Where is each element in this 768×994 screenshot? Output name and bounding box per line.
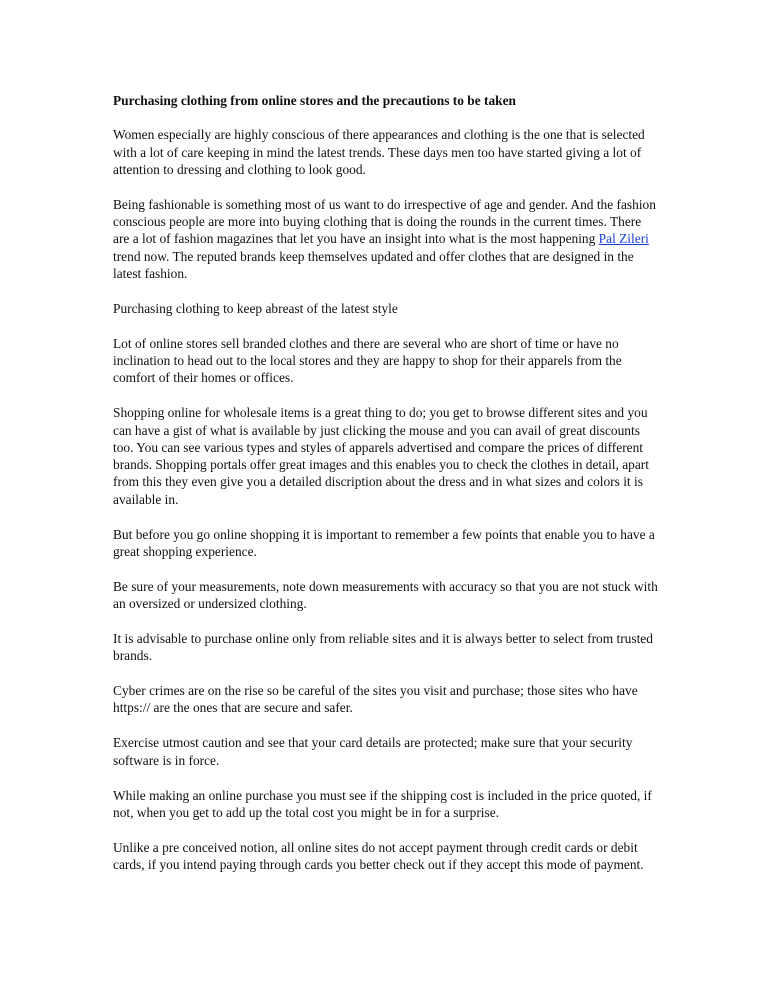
- paragraph-4: Shopping online for wholesale items is a great thing to do; you get to browse different sites and you can have a gist of what is available by just clicking the mouse and you can avail of great discounts too. You can see various types and styles of apparels advertised and compare the prices of different brands. Shopping portals offer great images and this enables you to check the clothes in detail, apart from this they even give you a detailed discription about the dress and in what sizes and colors it is available in.: [113, 405, 649, 507]
- paragraph-9: Exercise utmost caution and see that your card details are protected; make sure that your security software is in force.: [113, 735, 633, 768]
- paragraph-7: It is advisable to purchase online only from reliable sites and it is always better to select from trusted brands.: [113, 630, 653, 664]
- subheading: Purchasing clothing to keep abreast of the latest style: [113, 300, 398, 316]
- paragraph-10: While making an online purchase you must see if the shipping cost is included in the price quoted, if not, when you get to add up the total cost you might be in for a surprise.: [113, 787, 652, 820]
- paragraph-2-text-before: Being fashionable is something most of us want to do irrespective of age and gender. And the fashion conscious people are more into buying clothing that is doing the rounds in the current times. There are a lot of fashion magazines that let you have an insight into what is the most happening: [113, 196, 656, 247]
- paragraph-1: Women especially are highly conscious of there appearances and clothing is the one that is selected with a lot of care keeping in mind the latest trends. These days men too have started giving a lot of attention to dressing and clothing to look good.: [113, 127, 645, 177]
- paragraph-11: Unlike a pre conceived notion, all online sites do not accept payment through credit cards or debit cards, if you intend paying through cards you better check out if they accept this mode of payment.: [113, 839, 644, 873]
- document-title: Purchasing clothing from online stores and the precautions to be taken: [113, 93, 516, 108]
- paragraph-2-text-after: trend now. The reputed brands keep themselves updated and offer clothes that are designed in the latest fashion.: [113, 248, 634, 281]
- paragraph-2: [113, 196, 658, 282]
- pal-zileri-link[interactable]: Pal Zileri: [598, 231, 649, 247]
- paragraph-3: Lot of online stores sell branded clothes and there are several who are short of time or have no inclination to head out to the local stores and they are happy to shop for their apparels from the comfort of their homes or offices.: [113, 335, 622, 386]
- document-body: [113, 92, 658, 891]
- paragraph-5: But before you go online shopping it is important to remember a few points that enable you to have a great shopping experience.: [113, 526, 655, 559]
- paragraph-8: Cyber crimes are on the rise so be careful of the sites you visit and purchase; those sites who have https:// are the ones that are secure and safer.: [113, 683, 638, 716]
- paragraph-6: Be sure of your measurements, note down measurements with accuracy so that you are not stuck with an oversized or undersized clothing.: [113, 578, 658, 612]
